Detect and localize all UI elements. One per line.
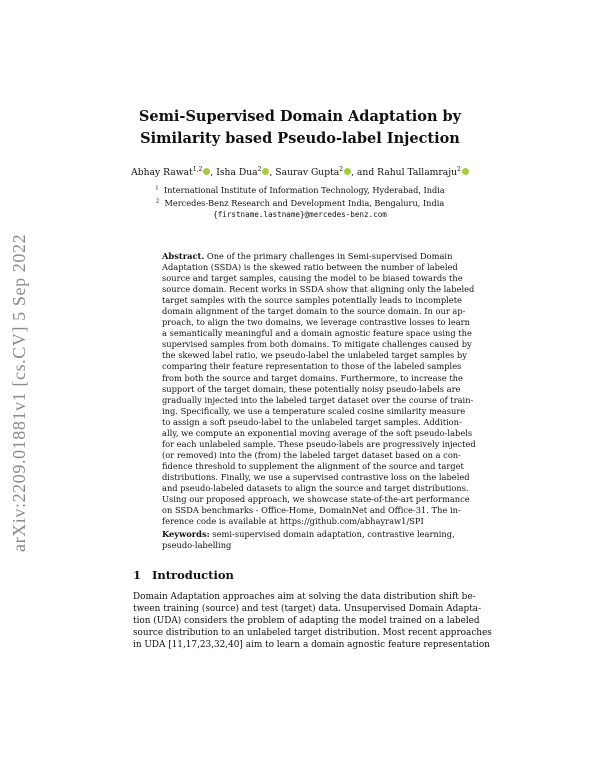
abstract-line: source domain. Recent works in SSDA show that aligning only the labeled xyxy=(162,284,475,295)
author-name: Abhay Rawat xyxy=(131,167,193,179)
orcid-icon[interactable] xyxy=(462,168,469,175)
abstract-text: One of the primary challenges in Semi-supervised Domain xyxy=(206,251,453,261)
affiliation xyxy=(100,198,500,208)
abstract-line: to assign a soft pseudo-label to the unlabeled target samples. Addition- xyxy=(162,416,462,427)
abstract-line: Adaptation (SSDA) is the skewed ratio between the number of labeled xyxy=(162,262,458,273)
body-line: Domain Adaptation approaches aim at solving the data distribution shift be- xyxy=(133,592,476,602)
paper-title xyxy=(100,106,500,150)
abstract-line: distributions. Finally, we use a supervised contrastive loss on the labeled xyxy=(162,471,470,482)
section-heading xyxy=(133,568,234,582)
abstract-line: (or removed) into the (from) the labeled target dataset based on a con- xyxy=(162,449,461,460)
title-line: Similarity based Pseudo-label Injection xyxy=(140,130,460,147)
abstract-line: from both the source and target domains. Furthermore, to increase the xyxy=(162,372,463,383)
abstract-line: support of the target domain, these potentially noisy pseudo-labels are xyxy=(162,383,461,394)
author-name: Isha Dua xyxy=(216,167,258,179)
abstract-line: ing. Specifically, we use a temperature scaled cosine similarity measure xyxy=(162,405,466,416)
author-separator: , xyxy=(210,167,217,179)
author xyxy=(275,167,377,178)
abstract-line: supervised samples from both domains. To mitigate challenges caused by xyxy=(162,339,472,350)
author xyxy=(377,167,469,178)
abstract-line: a semantically meaningful and a domain agnostic feature space using the xyxy=(162,328,472,339)
abstract-line: gradually injected into the labeled target dataset over the course of train- xyxy=(162,394,474,405)
keywords-line xyxy=(162,529,455,540)
affiliation-text: Mercedes-Benz Research and Development India, Bengaluru, India xyxy=(164,198,445,208)
body-line: tween training (source) and test (target) data. Unsupervised Domain Adapta- xyxy=(133,604,482,615)
abstract-line: domain alignment of the target domain to the source domain. In our ap- xyxy=(162,306,466,317)
author-name: Rahul Tallamraju xyxy=(377,167,458,179)
keywords-line: pseudo-labelling xyxy=(162,540,232,551)
affiliation-mark: 1 xyxy=(155,185,159,192)
affiliation-mark: 2 xyxy=(155,198,160,205)
abstract-line: source and target samples, causing the model to be biased towards the xyxy=(162,273,463,284)
author xyxy=(131,167,216,178)
abstract-line: target samples with the source samples potentially leads to incomplete xyxy=(162,295,462,306)
body-line: in UDA [11,17,23,32,40] aim to learn a domain agnostic feature representation xyxy=(133,640,490,651)
author-name: Saurav Gupta xyxy=(275,167,340,179)
section-title: Introduction xyxy=(152,568,234,582)
abstract-line: Using our proposed approach, we showcase state-of-the-art performance xyxy=(162,494,470,505)
body-line: tion (UDA) considers the problem of adapting the model trained on a labeled xyxy=(133,616,480,627)
abstract-line xyxy=(162,251,453,262)
abstract-line: the skewed label ratio, we pseudo-label the unlabeled target samples by xyxy=(162,350,467,361)
abstract-label: Abstract. xyxy=(162,251,205,261)
author-email: {firstname.lastname}@mercedes-benz.com xyxy=(213,210,387,219)
affiliation xyxy=(100,185,500,195)
abstract-line: proach, to align the two domains, we leverage contrastive losses to learn xyxy=(162,317,470,328)
body-line: source distribution to an unlabeled target distribution. Most recent approaches xyxy=(133,628,492,639)
abstract xyxy=(162,251,476,527)
author-affiliation-mark: 2 xyxy=(339,166,344,173)
section-number: 1 xyxy=(133,568,142,582)
keywords-text: semi-supervised domain adaptation, contrastive learning, xyxy=(212,529,455,539)
author-list xyxy=(90,166,510,178)
author-separator: , xyxy=(269,167,276,179)
abstract-line: ference code is available at https://github.com/abhayraw1/SPI xyxy=(162,516,424,527)
keywords xyxy=(162,529,455,551)
body-paragraph xyxy=(133,591,492,651)
abstract-line: comparing their feature representation to those of the labeled samples xyxy=(162,361,462,372)
abstract-line: and pseudo-labeled datasets to align the source and target distributions. xyxy=(162,482,469,493)
affiliation-text: International Institute of Information Technology, Hyderabad, India xyxy=(163,185,445,195)
abstract-line: ally, we compute an exponential moving average of the soft pseudo-labels xyxy=(162,427,473,438)
author-affiliation-mark: 1,2 xyxy=(192,166,203,173)
title-line: Semi-Supervised Domain Adaptation by xyxy=(138,108,462,125)
abstract-line: fidence threshold to supplement the alignment of the source and target xyxy=(162,460,464,471)
author-affiliation-mark: 2 xyxy=(257,166,262,173)
abstract-line: on SSDA benchmarks - Office-Home, DomainNet and Office-31. The in- xyxy=(162,505,461,516)
author xyxy=(216,167,275,178)
arxiv-identifier: arXiv:2209.01881v1 [cs.CV] 5 Sep 2022 xyxy=(9,233,29,552)
author-affiliation-mark: 2 xyxy=(457,166,461,173)
abstract-line: for each unlabeled sample. These pseudo-labels are progressively injected xyxy=(162,438,476,449)
author-separator: , and xyxy=(351,167,378,179)
keywords-label: Keywords: xyxy=(162,529,210,539)
